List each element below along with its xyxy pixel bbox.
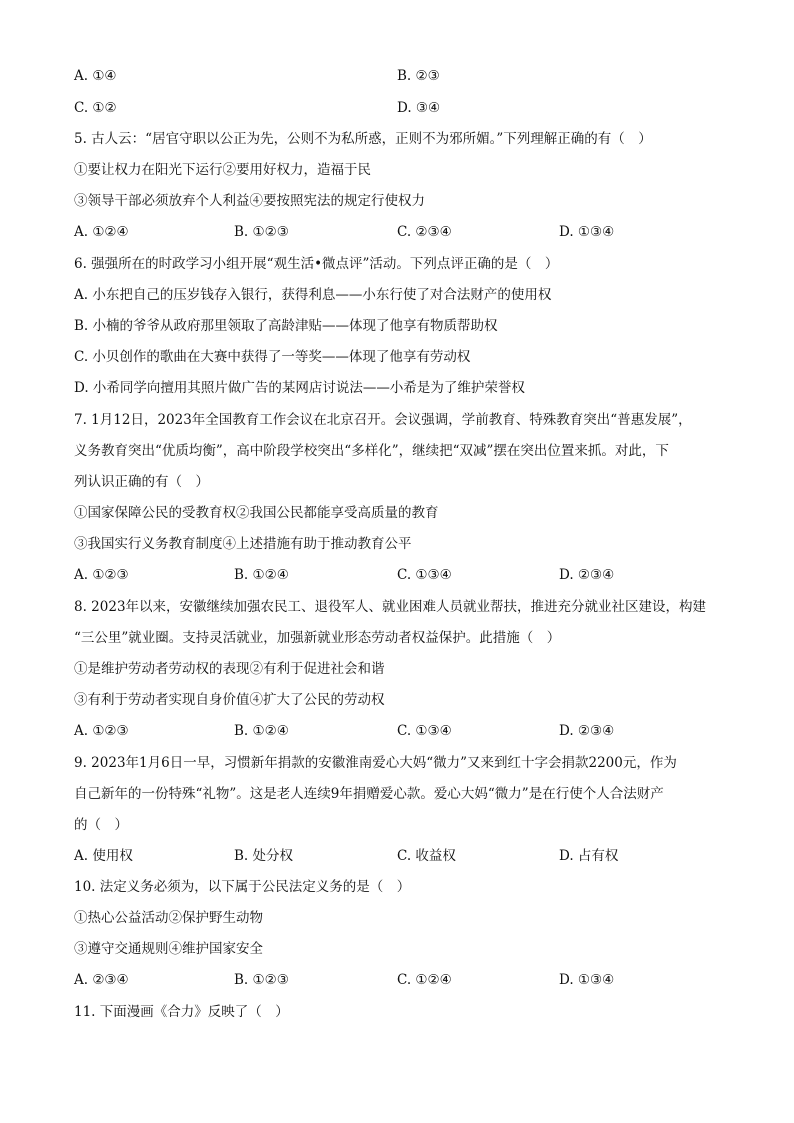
q5-option-b: B. ①②③ — [234, 224, 289, 240]
q10-statements-1: ①热心公益活动②保护野生动物 — [74, 910, 263, 926]
q5-statements-2: ③领导干部必须放弃个人利益④要按照宪法的规定行使权力 — [74, 193, 425, 209]
q10-option-c: C. ①②④ — [397, 972, 452, 988]
q10-statements-2: ③遵守交通规则④维护国家安全 — [74, 941, 263, 957]
prev-option-a: A. ①④ — [74, 68, 117, 84]
q10-option-d: D. ①③④ — [559, 972, 615, 988]
q7-statements-2: ③我国实行义务教育制度④上述措施有助于推动教育公平 — [74, 536, 412, 552]
q8-statements-1: ①是维护劳动者劳动权的表现②有利于促进社会和谐 — [74, 661, 385, 677]
q5-option-c: C. ②③④ — [397, 224, 452, 240]
q9-option-b: B. 处分权 — [234, 848, 294, 864]
q9-stem-1: 9. 2023年1月6日一早，习惯新年捐款的安徽淮南爱心大妈“微力”又来到红十字会捐款2200元，作为 — [74, 755, 677, 771]
q7-option-c: C. ①③④ — [397, 567, 452, 583]
q11-stem: 11. 下面漫画《合力》反映了（ ） — [74, 1004, 289, 1020]
q7-stem-3: 列认识正确的有（ ） — [74, 474, 209, 490]
q5-statements-1: ①要让权力在阳光下运行②要用好权力，造福于民 — [74, 162, 371, 178]
q8-statements-2: ③有利于劳动者实现自身价值④扩大了公民的劳动权 — [74, 692, 385, 708]
prev-option-b: B. ②③ — [397, 68, 440, 84]
q10-option-a: A. ②③④ — [74, 972, 129, 988]
q7-stem-1: 7. 1月12日，2023年全国教育工作会议在北京召开。会议强调，学前教育、特殊教育突出“普惠发展”， — [74, 412, 692, 428]
q8-option-c: C. ①③④ — [397, 723, 452, 739]
q5-option-a: A. ①②④ — [74, 224, 129, 240]
q9-option-a: A. 使用权 — [74, 848, 133, 864]
q6-stem: 6. 强强所在的时政学习小组开展“观生活•微点评”活动。下列点评正确的是（ ） — [74, 256, 559, 272]
q6-option-a: A. 小东把自己的压岁钱存入银行，获得利息——小东行使了对合法财产的使用权 — [74, 287, 552, 303]
q10-option-b: B. ①②③ — [234, 972, 289, 988]
q7-statements-1: ①国家保障公民的受教育权②我国公民都能享受高质量的教育 — [74, 505, 439, 521]
prev-option-c: C. ①② — [74, 100, 117, 116]
q6-option-b: B. 小楠的爷爷从政府那里领取了高龄津贴——体现了他享有物质帮助权 — [74, 318, 498, 334]
q8-option-d: D. ②③④ — [559, 723, 615, 739]
q8-stem-2: “三公里”就业圈。支持灵活就业，加强新就业形态劳动者权益保护。此措施（ ） — [74, 630, 561, 646]
q9-stem-2: 自己新年的一份特殊“礼物”。这是老人连续9年捐赠爱心款。爱心大妈“微力”是在行使个人合法财产 — [74, 786, 664, 802]
q7-option-b: B. ①②④ — [234, 567, 289, 583]
q6-option-c: C. 小贝创作的歌曲在大赛中获得了一等奖——体现了他享有劳动权 — [74, 349, 471, 365]
q5-stem: 5. 古人云：“居官守职以公正为先，公则不为私所惑，正则不为邪所媚。”下列理解正确的有（ ） — [74, 131, 652, 147]
q8-option-b: B. ①②④ — [234, 723, 289, 739]
q5-option-d: D. ①③④ — [559, 224, 615, 240]
q10-stem: 10. 法定义务必须为，以下属于公民法定义务的是（ ） — [74, 879, 411, 895]
q9-option-d: D. 占有权 — [559, 848, 619, 864]
q7-stem-2: 义务教育突出“优质均衡”，高中阶段学校突出“多样化”，继续把“双减”摆在突出位置来抓。对此，下 — [74, 443, 669, 459]
q6-option-d: D. 小希同学向擅用其照片做广告的某网店讨说法——小希是为了维护荣誉权 — [74, 380, 525, 396]
q9-option-c: C. 收益权 — [397, 848, 456, 864]
q8-option-a: A. ①②③ — [74, 723, 129, 739]
q7-option-a: A. ①②③ — [74, 567, 129, 583]
q7-option-d: D. ②③④ — [559, 567, 615, 583]
q9-stem-3: 的（ ） — [74, 817, 128, 833]
q8-stem-1: 8. 2023年以来，安徽继续加强农民工、退役军人、就业困难人员就业帮扶，推进充分就业社区建设，构建 — [74, 599, 707, 615]
prev-option-d: D. ③④ — [397, 100, 441, 116]
